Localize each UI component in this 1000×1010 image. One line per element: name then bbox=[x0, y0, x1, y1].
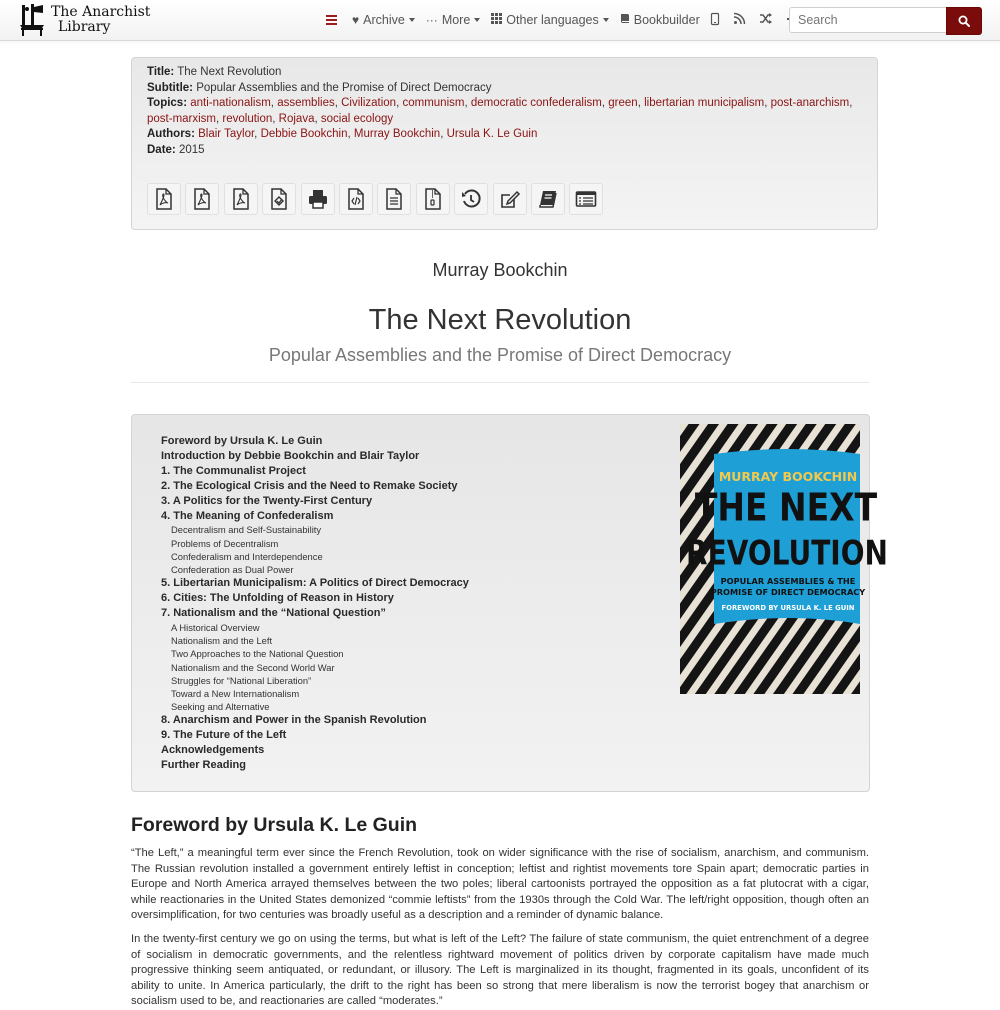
anarchist-library-logo-icon bbox=[18, 3, 46, 37]
toc-section-link[interactable]: Confederalism and Interdependence bbox=[171, 550, 323, 562]
meta-topics-label: Topics: bbox=[147, 97, 188, 110]
topic-link[interactable]: libertarian municipalism bbox=[644, 97, 765, 110]
book-icon bbox=[537, 188, 559, 210]
topic-link[interactable]: green bbox=[608, 97, 638, 110]
toc-section-link[interactable]: Toward a New Internationalism bbox=[171, 687, 300, 699]
topic-link[interactable]: revolution bbox=[222, 112, 273, 125]
meta-authors-row: Authors: Blair Taylor, Debbie Bookchin, Murray Bookchin, Ursula K. Le Guin bbox=[147, 128, 538, 141]
print-button[interactable] bbox=[301, 183, 335, 215]
cover-title-line1: THE NEXT bbox=[694, 486, 878, 531]
toc-section-link[interactable]: Nationalism and the Second World War bbox=[171, 661, 335, 673]
topic-link[interactable]: Civilization bbox=[341, 97, 397, 110]
toc-chapter-link[interactable]: Introduction by Debbie Bookchin and Blair Taylor bbox=[161, 449, 420, 462]
navbar bbox=[0, 0, 1000, 41]
toc-chapter-link[interactable]: 1. The Communalist Project bbox=[161, 464, 306, 477]
author-link[interactable]: Murray Bookchin bbox=[353, 128, 441, 141]
book-cover-art bbox=[680, 424, 888, 694]
heart-icon: ♥ bbox=[352, 13, 360, 27]
toc-section-link[interactable]: Problems of Decentralism bbox=[171, 537, 279, 549]
nav-rss-link[interactable] bbox=[734, 13, 749, 27]
list-view-icon bbox=[575, 188, 597, 210]
topic-link[interactable]: Rojava bbox=[278, 112, 315, 125]
rss-icon bbox=[734, 13, 745, 27]
nav-archive-dropdown[interactable] bbox=[352, 13, 415, 27]
nav-menu bbox=[326, 0, 812, 40]
table-of-contents bbox=[161, 434, 469, 773]
download-toolbar bbox=[147, 183, 608, 215]
body-paragraph: “The Left,” a meaningful term ever since the French Revolution, took on wider significance with the rise of socialism, anarchism, and communism. The Russian revolution installed a government entirely leftist in conception; leftist and rightist movements tore Spain apart; democratic parties in Europe and North America arrayed themselves between the two poles; liberal cartoonists portrayed the opposition as a fat plutocrat with a cigar, while reactionaries in the United States demonized “commie leftists” from the 1930s through the Cold War. The left/right opposition, though often an oversimplification, for two centuries was broadly useful as a description and a reminder of dynamic balance. bbox=[131, 847, 869, 922]
pdf-download-button[interactable] bbox=[147, 183, 181, 215]
meta-title-value: The Next Revolution bbox=[177, 66, 282, 78]
nav-languages-dropdown[interactable] bbox=[491, 13, 608, 27]
text-metadata-panel bbox=[131, 57, 878, 230]
toc-section-link[interactable]: Decentralism and Self-Sustainability bbox=[171, 524, 322, 536]
pdf-file-icon bbox=[191, 188, 213, 210]
cover-foreword: FOREWORD BY URSULA K. LE GUIN bbox=[721, 604, 855, 612]
title-divider bbox=[131, 382, 869, 383]
toc-chapter-link[interactable]: 6. Cities: The Unfolding of Reason in History bbox=[161, 592, 394, 605]
caret-down-icon bbox=[603, 18, 609, 22]
cover-subtitle-line1: POPULAR ASSEMBLIES & THE bbox=[720, 576, 856, 586]
author-link[interactable]: Debbie Bookchin bbox=[260, 128, 348, 141]
site-name bbox=[51, 5, 150, 35]
toc-chapter-link[interactable]: Foreword by Ursula K. Le Guin bbox=[161, 435, 323, 447]
pdf-file-icon bbox=[230, 188, 252, 210]
toc-section-link[interactable]: A Historical Overview bbox=[171, 621, 260, 633]
ellipsis-icon: ··· bbox=[425, 13, 438, 27]
site-name-line2: Library bbox=[58, 19, 111, 35]
topic-link[interactable]: anti-nationalism bbox=[190, 97, 271, 110]
meta-title-label: Title: bbox=[147, 66, 175, 78]
toc-chapter-link[interactable]: 8. Anarchism and Power in the Spanish Revolution bbox=[161, 714, 427, 727]
zip-download-button[interactable] bbox=[416, 183, 450, 215]
nav-archive-label: Archive bbox=[363, 13, 405, 27]
meta-title-row bbox=[147, 65, 869, 81]
plain-text-button[interactable] bbox=[377, 183, 411, 215]
section-heading-foreword: Foreword by Ursula K. Le Guin bbox=[131, 814, 418, 836]
toc-chapter-link[interactable]: 5. Libertarian Municipalism: A Politics of Direct Democracy bbox=[161, 577, 469, 590]
author-link[interactable]: Blair Taylor bbox=[198, 128, 255, 141]
toc-chapter-link[interactable]: 2. The Ecological Crisis and the Need to Remake Society bbox=[161, 479, 458, 492]
zip-file-icon bbox=[422, 188, 444, 210]
list-icon bbox=[326, 15, 337, 25]
epub-file-icon bbox=[268, 188, 290, 210]
nav-more-dropdown[interactable] bbox=[426, 13, 480, 27]
body-paragraph: In the twenty-first century we go on using the terms, but what is left of the Left? The failure of state communism, the quiet entrenchment of a degree of socialism in democratic governments, and the relentless rightward movement of politics driven by corporate capitalism have made much progressive thinking seem antiquated, or redundant, or illusory. The Left is marginalized in its thought, fragmented in its goals, unconfident of its ability to unite. In America particularly, the drift to the right has been so strong that mere liberalism is now the terrorist bogey that anarchism or socialism used to be, and reactionaries are called “moderates.” bbox=[131, 933, 869, 1008]
page-subtitle: Popular Assemblies and the Promise of Direct Democracy bbox=[268, 345, 732, 365]
add-to-bookbuilder-button[interactable] bbox=[531, 183, 565, 215]
author-heading: Murray Bookchin bbox=[432, 260, 568, 280]
toc-chapter-link[interactable]: Acknowledgements bbox=[161, 744, 265, 757]
meta-topics-row: Topics: anti-nationalism, assemblies, Civilization, communism, democratic confederalism, green, libertarian municipalism, post-anarchism, post-marxism, revolution, Rojava, social ecology bbox=[147, 97, 853, 125]
page-title: The Next Revolution bbox=[368, 304, 632, 336]
nav-mobile-link[interactable] bbox=[711, 13, 723, 28]
book-icon bbox=[620, 13, 630, 27]
meta-date-value: 2015 bbox=[178, 143, 205, 156]
toc-section-link[interactable]: Struggles for “National Liberation” bbox=[171, 674, 312, 686]
text-file-icon bbox=[383, 188, 405, 210]
source-download-button[interactable] bbox=[339, 183, 373, 215]
meta-subtitle-label: Subtitle: bbox=[147, 81, 193, 94]
meta-subtitle-value: Popular Assemblies and the Promise of Direct Democracy bbox=[196, 81, 492, 94]
toc-chapter-link[interactable]: 7. Nationalism and the “National Question” bbox=[161, 607, 386, 620]
meta-date-row bbox=[147, 143, 869, 159]
topic-link[interactable]: democratic confederalism bbox=[470, 97, 602, 110]
toc-chapter-link[interactable]: 3. A Politics for the Twenty-First Century bbox=[161, 494, 373, 507]
pdf-file-icon bbox=[153, 188, 175, 210]
mobile-icon bbox=[711, 13, 719, 28]
shuffle-icon bbox=[760, 13, 772, 27]
history-button[interactable] bbox=[454, 183, 488, 215]
history-icon bbox=[460, 188, 482, 210]
topic-link[interactable]: post-marxism bbox=[147, 112, 217, 125]
toc-section-link[interactable]: Two Approaches to the National Question bbox=[171, 648, 344, 660]
meta-subtitle-row bbox=[147, 81, 869, 97]
search-form bbox=[789, 7, 982, 35]
printer-icon bbox=[307, 188, 329, 210]
nav-bookbuilder-link[interactable] bbox=[620, 13, 700, 27]
caret-down-icon bbox=[474, 18, 480, 22]
nav-more-label: More bbox=[441, 13, 471, 27]
search-input[interactable] bbox=[789, 7, 946, 33]
cover-subtitle-line2: PROMISE OF DIRECT DEMOCRACY bbox=[710, 587, 866, 597]
search-icon bbox=[958, 15, 970, 27]
toc-section-link[interactable]: Confederation as Dual Power bbox=[171, 564, 294, 576]
edit-button[interactable] bbox=[493, 183, 527, 215]
nav-toc-button[interactable] bbox=[326, 15, 341, 25]
caret-down-icon bbox=[409, 18, 415, 22]
nav-bookbuilder-label: Bookbuilder bbox=[633, 13, 700, 27]
nav-random-link[interactable] bbox=[760, 13, 776, 27]
reading-view-button[interactable] bbox=[569, 183, 603, 215]
author-link[interactable]: Ursula K. Le Guin bbox=[446, 128, 538, 141]
search-button[interactable] bbox=[946, 7, 982, 35]
a4-pdf-download-button[interactable] bbox=[185, 183, 219, 215]
table-of-contents-panel bbox=[131, 414, 888, 792]
edit-icon bbox=[499, 188, 521, 210]
code-file-icon bbox=[345, 188, 367, 210]
toc-chapter-link[interactable]: 9. The Future of the Left bbox=[161, 729, 287, 742]
meta-date-label: Date: bbox=[147, 143, 176, 156]
toc-chapter-link[interactable]: 4. The Meaning of Confederalism bbox=[161, 509, 334, 522]
epub-download-button[interactable] bbox=[262, 183, 296, 215]
cover-title-line2: REVOLUTION bbox=[686, 533, 888, 574]
meta-authors-label: Authors: bbox=[147, 128, 195, 141]
toc-section-link[interactable]: Seeking and Alternative bbox=[171, 701, 270, 713]
topic-link[interactable]: post-anarchism bbox=[770, 97, 850, 110]
topic-link[interactable]: social ecology bbox=[320, 112, 394, 125]
letter-pdf-download-button[interactable] bbox=[224, 183, 258, 215]
topic-link[interactable]: assemblies bbox=[277, 97, 335, 110]
nav-languages-label: Other languages bbox=[506, 13, 599, 27]
toc-chapter-link[interactable]: Further Reading bbox=[161, 759, 246, 772]
grid-icon bbox=[491, 13, 502, 27]
site-name-line1: The Anarchist bbox=[51, 4, 151, 20]
toc-section-link[interactable]: Nationalism and the Left bbox=[171, 635, 273, 647]
topic-link[interactable]: communism bbox=[402, 97, 465, 110]
cover-author: MURRAY BOOKCHIN bbox=[718, 469, 858, 484]
book-cover-image bbox=[680, 424, 888, 694]
site-logo-link[interactable] bbox=[18, 3, 150, 37]
